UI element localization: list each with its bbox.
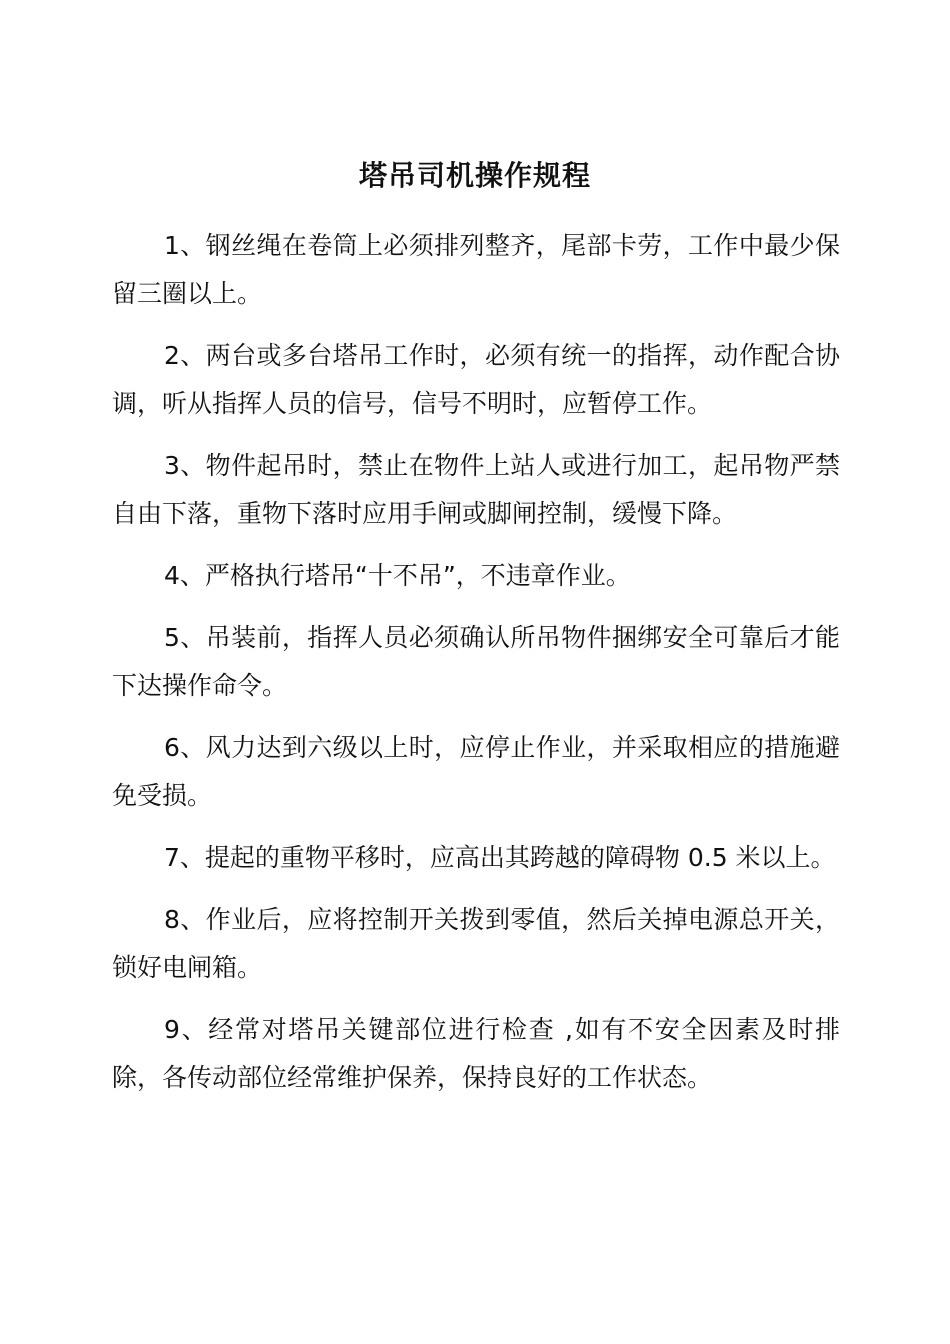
document-title: 塔吊司机操作规程 (358, 159, 591, 192)
paragraph-9: 9、经常对塔吊关键部位进行检查 ,如有不安全因素及时排除，各传动部位经常维护保养，保持良好的工作状态。 (112, 1015, 840, 1092)
paragraph-3: 3、物件起吊时，禁止在物件上站人或进行加工，起吊物严禁自由下落，重物下落时应用手闸或脚闸控制，缓慢下降。 (112, 451, 840, 528)
paragraph-8: 8、作业后，应将控制开关拨到零值，然后关掉电源总开关，锁好电闸箱。 (112, 905, 840, 982)
paragraph-4: 4、严格执行塔吊“十不吊”，不违章作业。 (164, 561, 631, 590)
paragraph-2: 2、两台或多台塔吊工作时，必须有统一的指挥，动作配合协调，听从指挥人员的信号，信号不明时，应暂停工作。 (112, 341, 840, 418)
paragraph-5: 5、吊装前，指挥人员必须确认所吊物件捆绑安全可靠后才能下达操作命令。 (112, 623, 840, 700)
paragraph-1: 1、钢丝绳在卷筒上必须排列整齐，尾部卡劳，工作中最少保留三圈以上。 (112, 231, 840, 308)
paragraph-7: 7、提起的重物平移时，应高出其跨越的障碍物 0.5 米以上。 (164, 843, 836, 872)
paragraph-6: 6、风力达到六级以上时，应停止作业，并采取相应的措施避免受损。 (112, 733, 840, 810)
document-body (112, 222, 840, 1116)
